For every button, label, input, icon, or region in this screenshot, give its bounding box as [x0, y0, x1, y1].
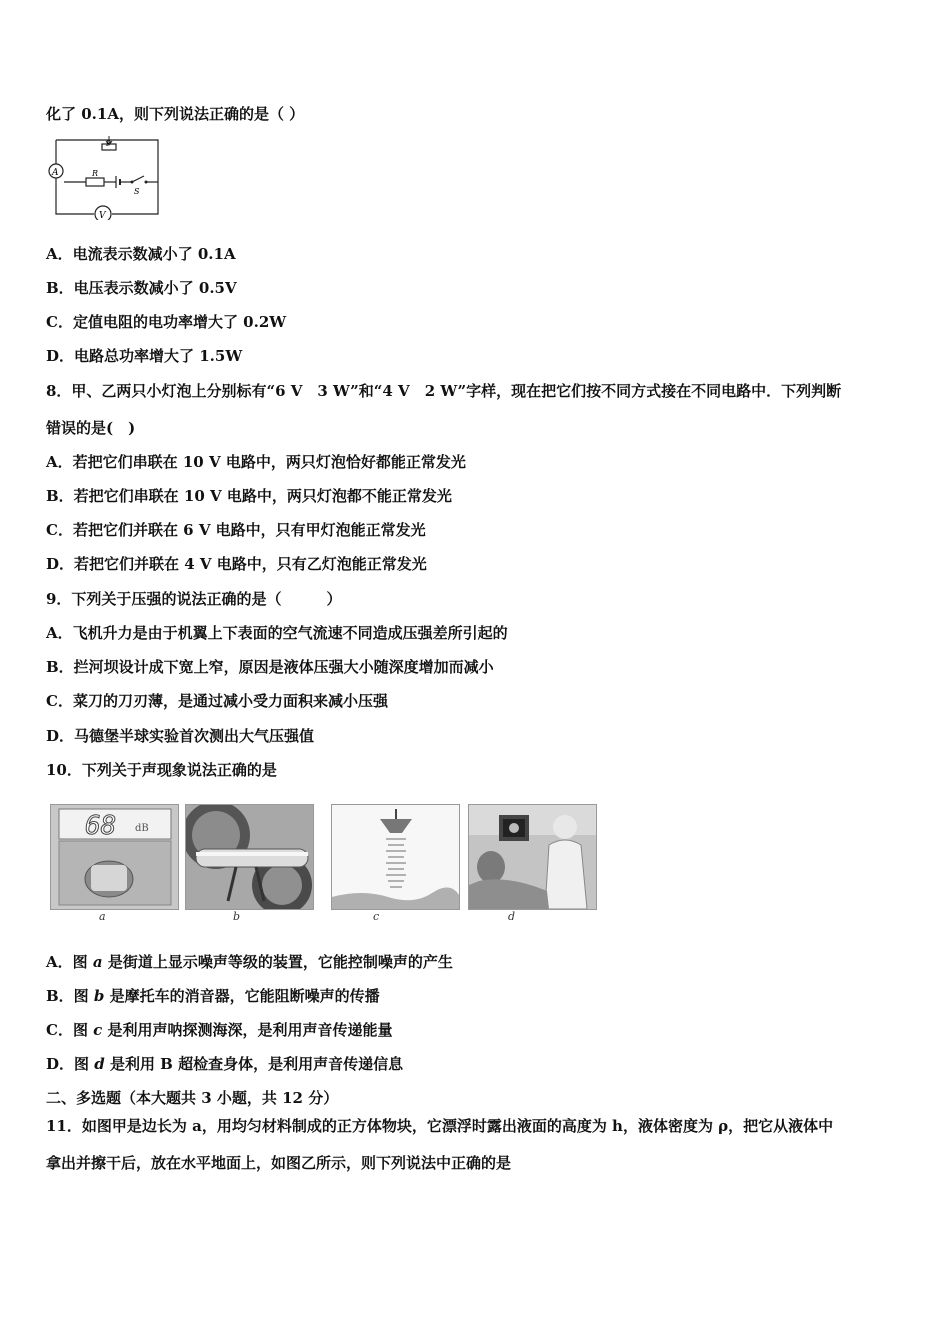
q7-option-b: B．电压表示数减小了 0.5V	[46, 279, 237, 297]
photo-muffler	[185, 804, 314, 910]
q7-stem-tail: 化了 0.1A，则下列说法正确的是（ ）	[46, 105, 305, 123]
circuit-diagram	[46, 134, 166, 220]
q8-option-a: A．若把它们串联在 10 V 电路中，两只灯泡恰好都能正常发光	[46, 453, 466, 471]
q9-option-c: C．菜刀的刀刃薄，是通过减小受力面积来减小压强	[46, 692, 388, 710]
caption-b: b	[233, 910, 241, 923]
q7-option-d: D．电路总功率增大了 1.5W	[46, 347, 243, 365]
meter-reading: 68	[85, 811, 117, 841]
q8-option-b: B．若把它们串联在 10 V 电路中，两只灯泡都不能正常发光	[46, 487, 452, 505]
q10-option-d: D．图 d 是利用 B 超检查身体，是利用声音传递信息	[46, 1055, 404, 1073]
q11-stem-line2: 拿出并擦干后，放在水平地面上，如图乙所示，则下列说法中正确的是	[46, 1154, 512, 1172]
photo-ultrasound	[468, 804, 597, 910]
switch-label: S	[134, 187, 140, 196]
q10-option-b: B．图 b 是摩托车的消音器，它能阻断噪声的传播	[46, 987, 380, 1005]
q7-option-c: C．定值电阻的电功率增大了 0.2W	[46, 313, 287, 331]
photo-noise-meter	[50, 804, 179, 910]
resistor-label: R	[92, 169, 99, 178]
q9-option-d: D．马德堡半球实验首次测出大气压强值	[46, 727, 315, 745]
meter-unit: dB	[135, 823, 149, 834]
q9-option-b: B．拦河坝设计成下宽上窄，原因是液体压强大小随深度增加而减小	[46, 658, 494, 676]
q9-option-a: A．飞机升力是由于机翼上下表面的空气流速不同造成压强差所引起的	[46, 624, 508, 642]
caption-a: a	[99, 910, 106, 923]
q10-option-a: A．图 a 是街道上显示噪声等级的装置，它能控制噪声的产生	[46, 953, 453, 971]
q8-option-c: C．若把它们并联在 6 V 电路中，只有甲灯泡能正常发光	[46, 521, 426, 539]
q8-option-d: D．若把它们并联在 4 V 电路中，只有乙灯泡能正常发光	[46, 555, 427, 573]
section-heading: 二、多选题（本大题共 3 小题，共 12 分）	[46, 1089, 339, 1107]
ammeter-label: A	[52, 168, 59, 178]
q10-option-c: C．图 c 是利用声呐探测海深，是利用声音传递能量	[46, 1021, 393, 1039]
q10-stem: 10．下列关于声现象说法正确的是	[46, 761, 277, 779]
caption-c: c	[373, 910, 380, 923]
caption-d: d	[508, 910, 516, 923]
q9-stem: 9．下列关于压强的说法正确的是（ ）	[46, 590, 342, 608]
q8-stem-line2: 错误的是( )	[46, 419, 136, 437]
q8-stem-line1: 8．甲、乙两只小灯泡上分别标有“6 V 3 W”和“4 V 2 W”字样，现在把它们按不同方式接在不同电路中．下列判断	[46, 382, 842, 400]
slider-label: P	[106, 140, 111, 148]
q11-stem-line1: 11．如图甲是边长为 a，用均匀材料制成的正方体物块，它漂浮时露出液面的高度为 h，液体密度为 ρ，把它从液体中	[46, 1117, 834, 1135]
photo-sonar	[331, 804, 460, 910]
voltmeter-label: V	[99, 211, 106, 220]
q7-option-a: A．电流表示数减小了 0.1A	[46, 245, 236, 263]
